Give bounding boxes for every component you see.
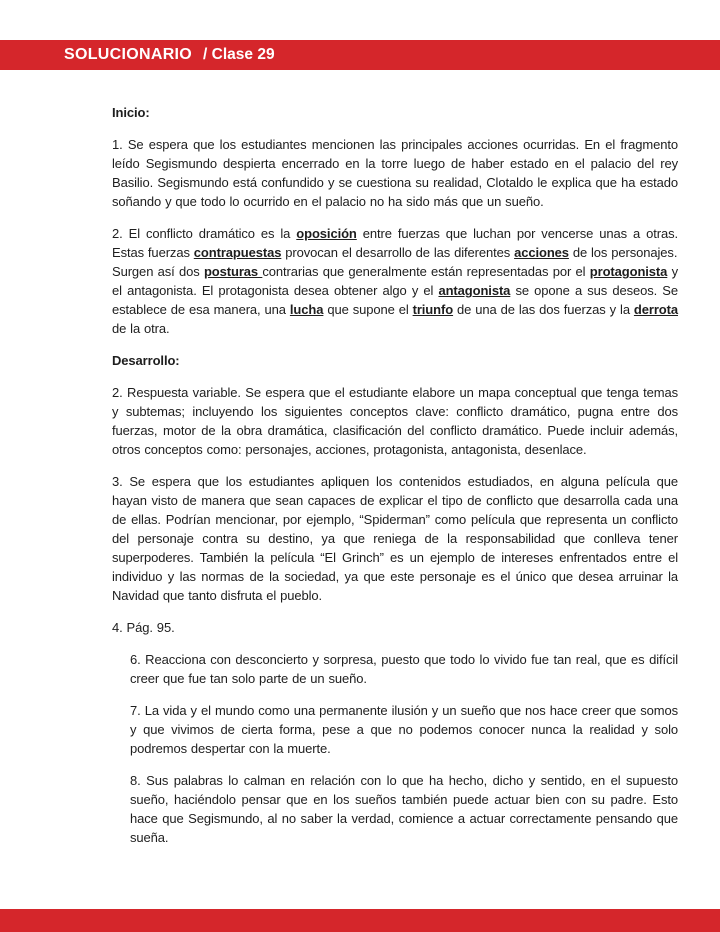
- header-bar: [0, 40, 720, 70]
- footer-bar: [0, 909, 720, 932]
- section-heading-desarrollo: Desarrollo:: [112, 353, 180, 368]
- header-subtitle: / Clase 29: [203, 46, 275, 63]
- header-title: SOLUCIONARIO: [64, 46, 193, 63]
- paragraph-answer-8: 8. Sus palabras lo calman en relación con lo que ha hecho, dicho y sentido, en el supuesto sueño, haciéndolo pensar que en los sueños también puede actuar bien con su padre. Esto hace que Segismundo, al no saber la verdad, comience a actuar correctamente pensando que sueña.: [130, 773, 678, 845]
- paragraph-page-reference: 4. Pág. 95.: [112, 620, 175, 635]
- paragraph-desarrollo-2: 2. Respuesta variable. Se espera que el estudiante elabore un mapa conceptual que tenga temas y subtemas; incluyendo los siguientes conceptos clave: conflicto dramático, pugna entre dos fuerzas, motor de la obra dramática, clasificación del conflicto dramático. Puede incluir además, otros conceptos como: personajes, acciones, protagonista, antagonista, desenlace.: [112, 385, 678, 457]
- paragraph-answer-6: 6. Reacciona con desconcierto y sorpresa, puesto que todo lo vivido fue tan real, que es difícil creer que fue tan solo parte de un sueño.: [130, 652, 678, 686]
- section-heading-inicio: Inicio:: [112, 105, 150, 120]
- paragraph-desarrollo-3: 3. Se espera que los estudiantes apliquen los contenidos estudiados, en alguna película que hayan visto de manera que sean capaces de explicar el tipo de conflicto que desarrolla cada una de ellas. Podrían mencionar, por ejemplo, “Spiderman” como película que representa un conflicto del personaje contra su destino, ya que reniega de la responsabilidad que conlleva tener superpoderes. También la película “El Grinch” es un ejemplo de intereses enfrentados entre el individuo y las normas de la sociedad, ya que este personaje es el único que desea arruinar la Navidad que tanto disfruta el pueblo.: [112, 474, 678, 603]
- document-body: [112, 103, 678, 860]
- paragraph-answer-1: 1. Se espera que los estudiantes mencionen las principales acciones ocurridas. En el fragmento leído Segismundo despierta encerrado en la torre luego de haber estado en el palacio del rey Basilio. Segismundo está confundido y se cuestiona su realidad, Clotaldo le explica que ha estado soñando y que todo lo ocurrido en el palacio no ha sido más que un sueño.: [112, 137, 678, 209]
- paragraph-answer-7: 7. La vida y el mundo como una permanente ilusión y un sueño que nos hace creer que somos y que vivimos de cierta forma, pese a que no podemos conocer nunca la realidad y solo podremos despertar con la muerte.: [130, 703, 678, 756]
- paragraph-answer-2: 2. El conflicto dramático es la oposición entre fuerzas que luchan por vencerse unas a otras. Estas fuerzas contrapuestas provocan el desarrollo de las diferentes acciones de los personajes. Surgen así dos posturas contrarias que generalmente están representadas por el protagonista y el antagonista. El protagonista desea obtener algo y el antagonista se opone a sus deseos. Se establece de esa manera, una lucha que supone el triunfo de una de las dos fuerzas y la derrota de la otra.: [112, 226, 679, 336]
